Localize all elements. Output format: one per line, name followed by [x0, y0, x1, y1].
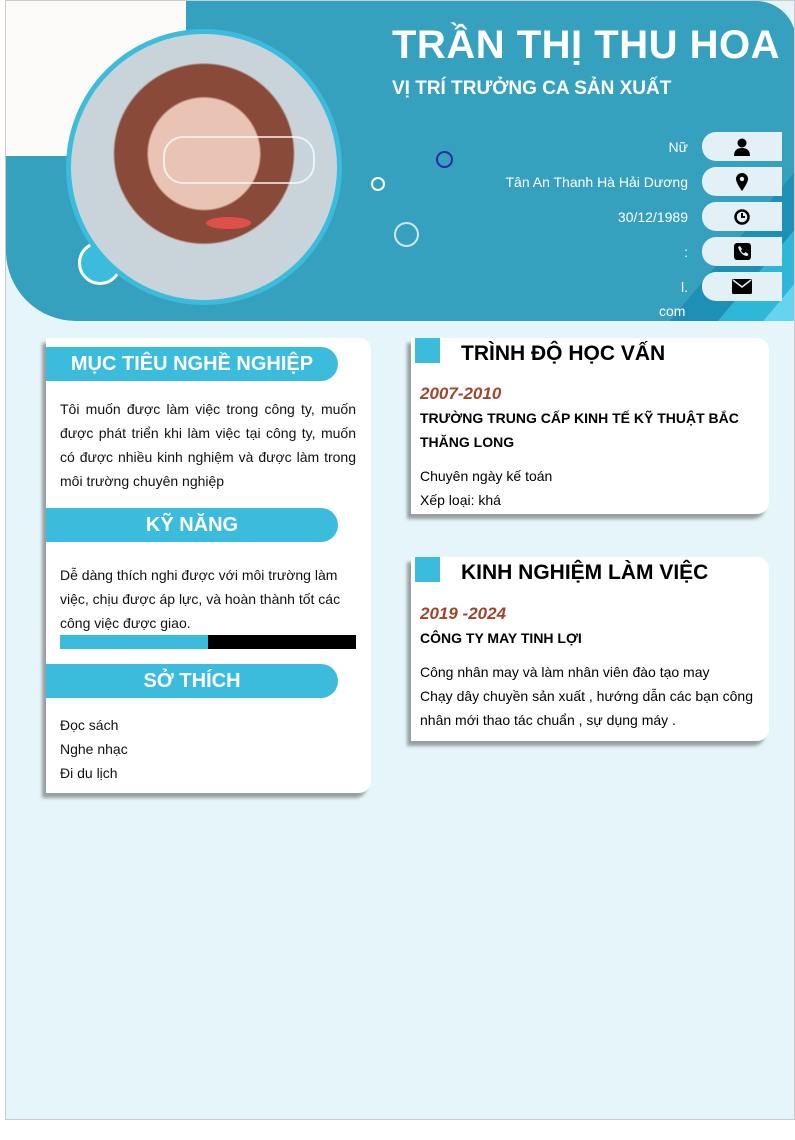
cv-page [5, 0, 795, 1120]
skill-bar-fill [60, 635, 208, 649]
contact-gender [669, 132, 782, 161]
header [6, 1, 795, 321]
education-school: TRƯỜNG TRUNG CẤP KINH TẾ KỸ THUẬT BẮC THĂNG LONG [420, 410, 739, 450]
contact-email [681, 272, 782, 301]
contact-address [505, 167, 782, 196]
skills-text: Dễ dàng thích nghi được với môi trường làm việc, chịu được áp lực, và hoàn thành tốt các công việc được giao. [60, 567, 341, 631]
clock-icon [702, 202, 782, 231]
education-line: Xếp loại: khá [420, 492, 501, 508]
experience-heading: KINH NGHIỆM LÀM VIỆC [461, 561, 709, 584]
skills-heading: KỸ NĂNG [46, 508, 338, 542]
education-line: Chuyên ngày kế toán [420, 468, 553, 484]
gender-text: Nữ [668, 138, 688, 155]
phone-icon [702, 237, 782, 266]
education-heading: TRÌNH ĐỘ HỌC VẤN [461, 342, 666, 365]
decor-circle [394, 222, 419, 247]
candidate-position: VỊ TRÍ TRƯỞNG CA SẢN XUẤT [392, 78, 672, 99]
address-text: Tân An Thanh Hà Hải Dương [505, 173, 688, 190]
user-icon [702, 132, 782, 161]
email-text-end: com [659, 303, 686, 319]
hobby-item: Đi du lịch [60, 765, 118, 781]
hobbies-heading: SỞ THÍCH [46, 664, 338, 698]
contact-phone [684, 237, 782, 266]
phone-text: : [684, 243, 688, 260]
education-years: 2007-2010 [420, 384, 502, 403]
section-marker [415, 557, 440, 582]
location-icon [702, 167, 782, 196]
experience-card [411, 557, 769, 741]
email-text: l. [681, 278, 688, 295]
profile-photo [66, 29, 342, 305]
education-card [411, 338, 769, 514]
experience-line: Chạy dây chuyền sản xuất , hướng dẫn các bạn công nhân mới thao tác chuẩn , sự dụng máy . [420, 688, 753, 728]
candidate-name: TRẦN THỊ THU HOA [392, 23, 780, 67]
experience-line: Công nhân may và làm nhân viên đào tạo may [420, 664, 710, 680]
experience-years: 2019 -2024 [420, 604, 507, 623]
skill-bar [60, 635, 356, 649]
decor-circle [436, 151, 453, 168]
objective-text: Tôi muốn được làm việc trong công ty, muốn được phát triển khi làm việc tại công ty, muốn có được nhiều kinh nghiệm và được làm trong môi trường chuyên nghiệp [60, 401, 356, 489]
left-column-card [46, 338, 371, 793]
hobbies-list [60, 713, 356, 785]
objective-heading: MỤC TIÊU NGHỀ NGHIỆP [46, 347, 338, 381]
email-icon [702, 272, 782, 301]
decor-circle [371, 177, 385, 191]
section-marker [415, 338, 440, 363]
hobby-item: Đọc sách [60, 717, 119, 733]
birthdate-text: 30/12/1989 [617, 208, 688, 225]
experience-company: CÔNG TY MAY TINH LỢI [420, 630, 582, 646]
contact-birthdate [618, 202, 782, 231]
hobby-item: Nghe nhạc [60, 741, 128, 757]
